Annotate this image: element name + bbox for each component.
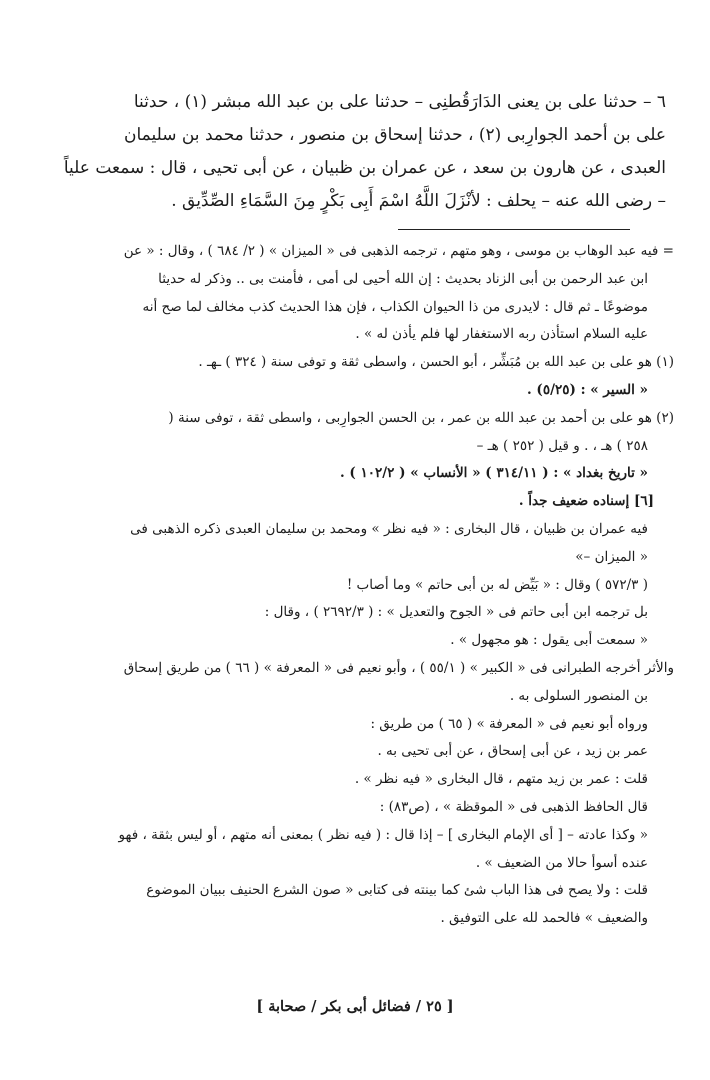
footnote-line: « الميزان –»	[575, 548, 648, 565]
footnote-line: قلت : عمر بن زيد متهم ، قال البخارى « فيه نظر » .	[354, 771, 648, 788]
footnote-line: [٦] إسناده ضعيف جداً .	[518, 493, 654, 510]
footnote-line: قال الحافظ الذهبى فى « الموقظة » ، (ص٨٣) :	[379, 798, 648, 815]
main-line: ٦ – حدثنا على بن يعنى الدَارَقُطنِى – حدثنا على بن عبد الله مبشر (١) ، حدثنا	[133, 92, 666, 112]
footnote-line: = فيه عبد الوهاب بن موسى ، وهو متهم ، ترجمه الذهبى فى « الميزان » ( ٢/ ٦٨٤ ) ، وقال : « عن	[123, 243, 674, 259]
main-line: على بن أحمد الجوارِبى (٢) ، حدثنا إسحاق بن منصور ، حدثنا محمد بن سليمان	[123, 125, 666, 145]
footnote-line: والضعيف » فالحمد لله على التوفيق .	[440, 910, 648, 927]
footnote-line: عنده أسوأ حالا من الضعيف » .	[475, 854, 648, 871]
footnote-divider	[398, 229, 630, 230]
footnote-line: فيه عمران بن ظبيان ، قال البخارى : « فيه نظر » ومحمد بن سليمان العبدى ذكره الذهبى فى	[130, 520, 648, 537]
footnote-line: « سمعت أبى يقول : هو مجهول » .	[450, 632, 648, 649]
footnote-line: ورواه أبو نعيم فى « المعرفة » ( ٦٥ ) من طريق :	[370, 715, 648, 732]
footnote-line: قلت : ولا يصح فى هذا الباب شئ كما بينته فى كتابى « صون الشرع الحنيف ببيان الموضوع	[146, 882, 648, 899]
footnote-line: عمر بن زيد ، عن أبى إسحاق ، عن أبى تحيى به .	[377, 743, 648, 760]
main-line: – رضى الله عنه – يحلف : لأنْزَلَ اللَّهُ اسْمَ أَبِى بَكْرٍ مِنَ السَّمَاءِ الصِّدِّيق .	[171, 191, 666, 211]
footnote-line: ( ٥٧٢/٣ ) وقال : « بَيِّض له بن أبى حاتم » وما أصاب !	[346, 576, 648, 593]
footnotes	[38, 238, 674, 933]
footnote-line: ابن عبد الرحمن بن أبى الزناد بحديث : إن الله أحيى لى أمى ، فأمنت بى .. وذكر له حديثا	[158, 270, 648, 287]
page-footer: [ ٢٥ / فضائل أبى بكر / صحابة ]	[256, 998, 454, 1015]
footnote-line: ٢٥٨ ) هـ ، . و قيل ( ٢٥٢ ) هـ –	[476, 437, 648, 454]
footnote-line: « وكذا عادته – [ أى الإمام البخارى ] – إذا قال : ( فيه نظر ) بمعنى أنه متهم ، أو ليس بثقة ، فهو	[118, 826, 648, 843]
footnote-line: « تاريخ بغداد » : ( ٣١٤/١١ ) « الأنساب » ( ١٠٢/٢ ) .	[340, 465, 648, 482]
footnote-line: والأثر أخرجه الطبرانى فى « الكبير » ( ٥٥/١ ) ، وأبو نعيم فى « المعرفة » ( ٦٦ ) من طريق إسحاق	[123, 659, 674, 676]
footnote-line: بن المنصور السلولى به .	[509, 687, 648, 704]
footnote-line: عليه السلام استأذن ربه الاستغفار لها فلم يأذن له » .	[355, 326, 648, 343]
footnote-line: (٢) هو على بن أحمد بن عبد الله بن عمر ، بن الحسن الجوارِبى ، واسطى ثقة ، توفى سنة (	[168, 409, 674, 426]
main-text	[46, 86, 666, 218]
footnote-line: موضوعًا ـ ثم قال : لايدرى من ذا الحيوان الكذاب ، فإن هذا الحديث كذب مخالف لما صح أنه	[142, 298, 648, 315]
footnote-line: (١) هو على بن عبد الله بن مُبَشِّر ، أبو الحسن ، واسطى ثقة و توفى سنة ( ٣٢٤ ) ـهـ .	[198, 354, 674, 371]
footnote-line: « السير » : (٥/٢٥) .	[527, 381, 648, 398]
footnote-line: بل ترجمه ابن أبى حاتم فى « الجوح والتعديل » : ( ٢٦٩٢/٣ ) ، وقال :	[264, 604, 648, 621]
main-line: العبدى ، عن هارون بن سعد ، عن عمران بن ظبيان ، عن أبى تحيى ، قال : سمعت علياً	[63, 158, 666, 178]
